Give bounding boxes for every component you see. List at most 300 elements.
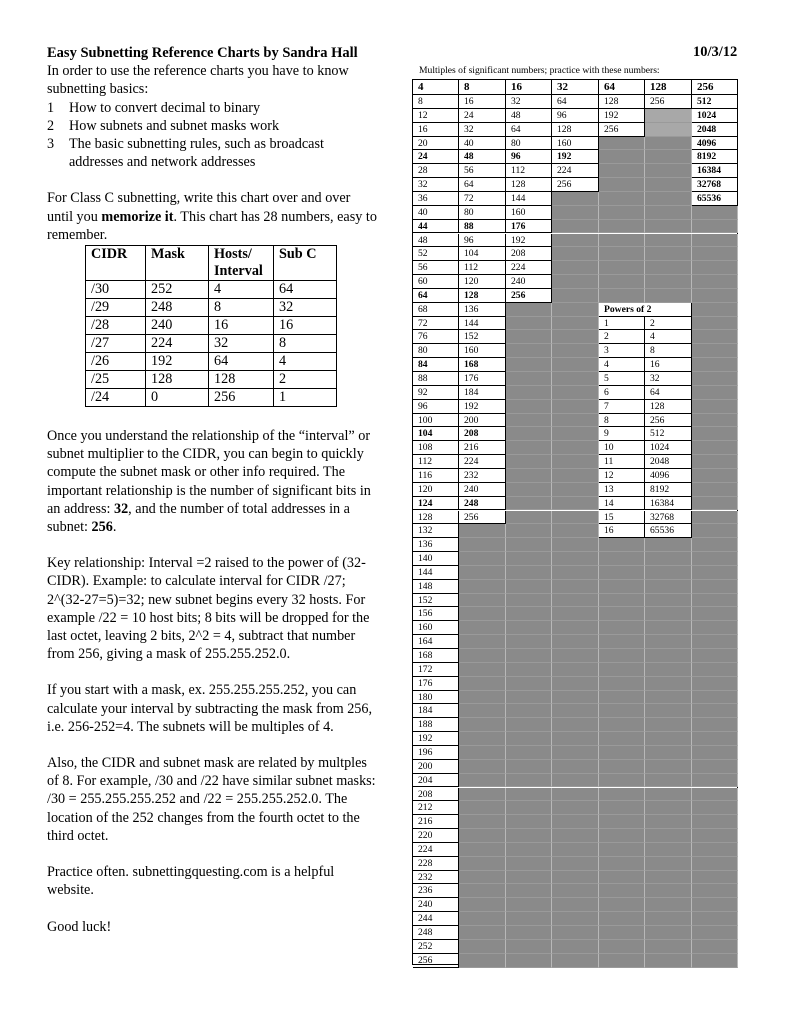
date-label: 10/3/12 (693, 44, 738, 60)
chart-empty-cell (459, 718, 506, 732)
chart-empty-cell (599, 801, 645, 815)
chart-cell: 96 (413, 400, 459, 414)
chart-empty-cell (692, 358, 738, 372)
chart-cell: 64 (552, 95, 599, 109)
chart-cell: 208 (506, 247, 552, 261)
chart-cell: 112 (506, 164, 552, 178)
chart-empty-cell (692, 303, 738, 317)
cidr-table-header-cell: Sub C (274, 246, 337, 281)
multiples-chart (412, 79, 738, 965)
chart-empty-cell (552, 455, 599, 469)
cidr-table (85, 245, 337, 407)
cidr-table-cell: 128 (146, 371, 209, 389)
chart-empty-cell (692, 441, 738, 455)
chart-empty-cell (552, 788, 599, 802)
chart-cell: 160 (506, 206, 552, 220)
chart-empty-cell (459, 649, 506, 663)
chart-cell: 228 (413, 857, 459, 871)
chart-cell: 168 (413, 649, 459, 663)
chart-cell: 240 (459, 483, 506, 497)
relationship-paragraph: Once you understand the relationship of the “interval” or subnet multiplier to the CIDR, you can begin to quickly compute the subnet mask or other info required. The important relationship is the number of significant bits in an address: 32, and the number of total addresses in a subnet: 256. (47, 428, 371, 536)
chart-empty-cell (552, 718, 599, 732)
chart-empty-cell (552, 497, 599, 511)
chart-empty-cell (645, 746, 692, 760)
chart-empty-cell (599, 178, 645, 192)
chart-empty-cell (645, 109, 692, 123)
chart-empty-cell (552, 386, 599, 400)
chart-empty-cell (692, 704, 738, 718)
chart-cell: 8192 (692, 150, 738, 164)
list-number: 1 (47, 99, 55, 116)
chart-empty-cell (506, 912, 552, 926)
chart-header-cell: 128 (645, 80, 692, 95)
chart-empty-cell (459, 954, 506, 968)
chart-empty-cell (552, 358, 599, 372)
chart-empty-cell (645, 206, 692, 220)
chart-cell: 176 (413, 677, 459, 691)
cidr-table-cell: /30 (86, 281, 146, 299)
chart-empty-cell (599, 940, 645, 954)
chart-empty-cell (645, 857, 692, 871)
chart-empty-cell (692, 289, 738, 303)
cidr-table-cell: 192 (146, 353, 209, 371)
chart-empty-cell (506, 469, 552, 483)
chart-empty-cell (552, 940, 599, 954)
chart-cell: 88 (459, 220, 506, 234)
powers-of-2-cell: 128 (645, 400, 692, 414)
chart-empty-cell (459, 566, 506, 580)
chart-cell: 48 (413, 234, 459, 248)
powers-of-2-cell: 8 (599, 414, 645, 428)
chart-empty-cell (599, 247, 645, 261)
chart-empty-cell (599, 261, 645, 275)
powers-of-2-cell: 2 (599, 330, 645, 344)
chart-empty-cell (692, 691, 738, 705)
chart-cell: 40 (459, 137, 506, 151)
chart-cell: 256 (552, 178, 599, 192)
chart-empty-cell (692, 801, 738, 815)
chart-empty-cell (552, 884, 599, 898)
chart-empty-cell (552, 857, 599, 871)
chart-empty-cell (552, 469, 599, 483)
chart-empty-cell (645, 594, 692, 608)
chart-empty-cell (692, 455, 738, 469)
powers-of-2-cell: 1 (599, 317, 645, 331)
basics-list-item (47, 117, 377, 135)
list-text: The basic subnetting rules, such as broadcast addresses and network addresses (69, 136, 324, 171)
chart-empty-cell (692, 607, 738, 621)
chart-empty-cell (506, 330, 552, 344)
chart-empty-cell (459, 815, 506, 829)
chart-empty-cell (599, 926, 645, 940)
chart-empty-cell (692, 912, 738, 926)
chart-cell: 248 (413, 926, 459, 940)
cidr-table-header-cell: CIDR (86, 246, 146, 281)
chart-cell: 160 (459, 344, 506, 358)
chart-empty-cell (599, 718, 645, 732)
cidr-table-cell: /24 (86, 389, 146, 407)
basics-list (47, 99, 377, 172)
chart-subtitle: Multiples of significant numbers; practice with these numbers: (419, 65, 660, 76)
chart-empty-cell (506, 691, 552, 705)
chart-cell: 16 (459, 95, 506, 109)
chart-cell: 56 (413, 261, 459, 275)
chart-cell: 172 (413, 663, 459, 677)
chart-empty-cell (506, 898, 552, 912)
cidr-table-cell: 16 (274, 317, 337, 335)
powers-of-2-cell: 4 (599, 358, 645, 372)
chart-cell: 196 (413, 746, 459, 760)
chart-empty-cell (645, 552, 692, 566)
chart-empty-cell (552, 234, 599, 248)
chart-empty-cell (552, 843, 599, 857)
chart-cell: 72 (459, 192, 506, 206)
chart-cell: 184 (413, 704, 459, 718)
chart-empty-cell (459, 926, 506, 940)
chart-empty-cell (506, 815, 552, 829)
chart-empty-cell (599, 884, 645, 898)
cidr-table-cell: 252 (146, 281, 209, 299)
chart-empty-cell (692, 580, 738, 594)
chart-empty-cell (506, 414, 552, 428)
list-text: How subnets and subnet masks work (69, 117, 280, 134)
chart-empty-cell (692, 760, 738, 774)
cidr-table-row (86, 353, 337, 371)
cidr-table-cell: 8 (209, 299, 274, 317)
chart-cell: 16384 (692, 164, 738, 178)
chart-empty-cell (552, 732, 599, 746)
chart-empty-cell (506, 552, 552, 566)
chart-empty-cell (599, 704, 645, 718)
chart-cell: 136 (413, 538, 459, 552)
chart-empty-cell (692, 206, 738, 220)
chart-cell: 160 (413, 621, 459, 635)
chart-cell: 80 (413, 344, 459, 358)
chart-header-cell: 8 (459, 80, 506, 95)
chart-cell: 164 (413, 635, 459, 649)
chart-cell: 56 (459, 164, 506, 178)
chart-empty-cell (506, 511, 552, 525)
chart-empty-cell (692, 871, 738, 885)
chart-empty-cell (506, 760, 552, 774)
chart-empty-cell (506, 940, 552, 954)
chart-empty-cell (506, 566, 552, 580)
chart-empty-cell (506, 497, 552, 511)
chart-empty-cell (459, 912, 506, 926)
chart-empty-cell (692, 566, 738, 580)
chart-empty-cell (645, 275, 692, 289)
chart-empty-cell (552, 566, 599, 580)
powers-of-2-cell: 11 (599, 455, 645, 469)
cidr-table-cell: 1 (274, 389, 337, 407)
cidr-table-row (86, 335, 337, 353)
chart-empty-cell (692, 940, 738, 954)
chart-empty-cell (506, 427, 552, 441)
chart-cell: 244 (413, 912, 459, 926)
list-number: 2 (47, 117, 55, 134)
chart-cell: 76 (413, 330, 459, 344)
chart-empty-cell (459, 663, 506, 677)
chart-cell: 104 (413, 427, 459, 441)
chart-cell: 256 (506, 289, 552, 303)
chart-empty-cell (552, 330, 599, 344)
chart-empty-cell (692, 649, 738, 663)
cidr-table-cell: 16 (209, 317, 274, 335)
chart-empty-cell (645, 220, 692, 234)
chart-cell: 248 (459, 497, 506, 511)
cidr-table-row (86, 317, 337, 335)
chart-empty-cell (552, 317, 599, 331)
chart-cell: 256 (413, 954, 459, 968)
chart-cell: 80 (459, 206, 506, 220)
chart-empty-cell (645, 234, 692, 248)
chart-cell: 144 (413, 566, 459, 580)
chart-empty-cell (692, 884, 738, 898)
chart-cell: 20 (413, 137, 459, 151)
chart-empty-cell (692, 220, 738, 234)
powers-of-2-cell: 14 (599, 497, 645, 511)
chart-empty-cell (552, 663, 599, 677)
chart-cell: 168 (459, 358, 506, 372)
chart-cell: 4096 (692, 137, 738, 151)
chart-empty-cell (692, 594, 738, 608)
chart-empty-cell (645, 954, 692, 968)
chart-cell: 188 (413, 718, 459, 732)
chart-empty-cell (645, 843, 692, 857)
powers-of-2-cell: 256 (645, 414, 692, 428)
chart-empty-cell (692, 511, 738, 525)
chart-empty-cell (645, 635, 692, 649)
chart-cell: 100 (413, 414, 459, 428)
chart-empty-cell (506, 635, 552, 649)
chart-cell: 1024 (692, 109, 738, 123)
chart-empty-cell (552, 954, 599, 968)
chart-empty-cell (692, 330, 738, 344)
chart-cell: 124 (413, 497, 459, 511)
chart-empty-cell (506, 857, 552, 871)
chart-empty-cell (552, 774, 599, 788)
chart-cell: 28 (413, 164, 459, 178)
chart-empty-cell (599, 192, 645, 206)
chart-cell: 128 (506, 178, 552, 192)
chart-empty-cell (645, 940, 692, 954)
chart-empty-cell (645, 247, 692, 261)
cidr-table-cell: /29 (86, 299, 146, 317)
chart-empty-cell (552, 538, 599, 552)
chart-cell: 96 (506, 150, 552, 164)
chart-cell: 88 (413, 372, 459, 386)
chart-empty-cell (645, 164, 692, 178)
chart-empty-cell (599, 829, 645, 843)
cidr-table-cell: /28 (86, 317, 146, 335)
chart-cell: 148 (413, 580, 459, 594)
chart-empty-cell (692, 247, 738, 261)
chart-cell: 80 (506, 137, 552, 151)
chart-header-cell: 32 (552, 80, 599, 95)
cidr-table-cell: 224 (146, 335, 209, 353)
chart-empty-cell (692, 317, 738, 331)
chart-empty-cell (552, 192, 599, 206)
chart-empty-cell (552, 635, 599, 649)
chart-empty-cell (599, 538, 645, 552)
chart-empty-cell (506, 843, 552, 857)
chart-empty-cell (506, 884, 552, 898)
chart-cell: 132 (413, 524, 459, 538)
chart-empty-cell (506, 358, 552, 372)
cidr-table-cell: 32 (209, 335, 274, 353)
chart-cell: 128 (599, 95, 645, 109)
chart-empty-cell (692, 663, 738, 677)
chart-empty-cell (599, 594, 645, 608)
chart-cell: 32 (459, 123, 506, 137)
chart-empty-cell (506, 954, 552, 968)
cidr-table-cell: 256 (209, 389, 274, 407)
chart-cell: 108 (413, 441, 459, 455)
chart-empty-cell (552, 483, 599, 497)
chart-cell: 232 (413, 871, 459, 885)
chart-cell: 192 (552, 150, 599, 164)
chart-empty-cell (692, 621, 738, 635)
chart-empty-cell (506, 926, 552, 940)
chart-cell: 52 (413, 247, 459, 261)
chart-empty-cell (692, 829, 738, 843)
chart-empty-cell (599, 649, 645, 663)
chart-empty-cell (459, 580, 506, 594)
cidr-table-cell: 0 (146, 389, 209, 407)
chart-header-cell: 4 (413, 80, 459, 95)
powers-of-2-cell: 2 (645, 317, 692, 331)
list-text: How to convert decimal to binary (69, 99, 261, 116)
chart-empty-cell (506, 663, 552, 677)
chart-empty-cell (692, 372, 738, 386)
cidr-table-row (86, 389, 337, 407)
cidr-table-cell: 248 (146, 299, 209, 317)
chart-cell: 65536 (692, 192, 738, 206)
chart-empty-cell (599, 857, 645, 871)
chart-cell: 60 (413, 275, 459, 289)
chart-cell: 152 (459, 330, 506, 344)
chart-empty-cell (552, 691, 599, 705)
chart-empty-cell (506, 303, 552, 317)
chart-cell: 48 (459, 150, 506, 164)
chart-cell: 24 (459, 109, 506, 123)
chart-empty-cell (692, 732, 738, 746)
chart-empty-cell (552, 829, 599, 843)
chart-empty-cell (692, 538, 738, 552)
chart-cell: 92 (413, 386, 459, 400)
chart-empty-cell (459, 857, 506, 871)
chart-empty-cell (459, 746, 506, 760)
chart-empty-cell (552, 621, 599, 635)
powers-of-2-cell: 16 (599, 524, 645, 538)
chart-empty-cell (692, 524, 738, 538)
chart-empty-cell (599, 621, 645, 635)
chart-empty-cell (552, 303, 599, 317)
chart-cell: 32768 (692, 178, 738, 192)
cidr-table-header (86, 246, 337, 281)
chart-empty-cell (506, 594, 552, 608)
chart-empty-cell (459, 801, 506, 815)
chart-empty-cell (599, 220, 645, 234)
chart-empty-cell (506, 732, 552, 746)
powers-of-2-cell: 2048 (645, 455, 692, 469)
chart-cell: 200 (413, 760, 459, 774)
chart-empty-cell (459, 774, 506, 788)
chart-empty-cell (599, 746, 645, 760)
chart-empty-cell (459, 704, 506, 718)
chart-empty-cell (645, 871, 692, 885)
chart-empty-cell (645, 123, 692, 137)
chart-empty-cell (506, 677, 552, 691)
chart-cell: 112 (459, 261, 506, 275)
chart-empty-cell (599, 677, 645, 691)
cidr-table-cell: 8 (274, 335, 337, 353)
chart-empty-cell (552, 912, 599, 926)
instructions-column (47, 44, 377, 936)
chart-empty-cell (459, 829, 506, 843)
chart-empty-cell (552, 289, 599, 303)
chart-cell: 48 (506, 109, 552, 123)
chart-empty-cell (645, 884, 692, 898)
chart-cell: 120 (413, 483, 459, 497)
chart-cell: 236 (413, 884, 459, 898)
chart-empty-cell (599, 691, 645, 705)
chart-empty-cell (645, 774, 692, 788)
chart-empty-cell (459, 732, 506, 746)
cidr-table-cell: 240 (146, 317, 209, 335)
powers-of-2-cell: 9 (599, 427, 645, 441)
cidr-table-cell: 64 (274, 281, 337, 299)
chart-empty-cell (506, 746, 552, 760)
chart-cell: 116 (413, 469, 459, 483)
chart-empty-cell (506, 400, 552, 414)
chart-empty-cell (459, 843, 506, 857)
chart-cell: 176 (459, 372, 506, 386)
chart-empty-cell (645, 691, 692, 705)
chart-cell: 240 (413, 898, 459, 912)
chart-empty-cell (506, 801, 552, 815)
chart-cell: 32 (506, 95, 552, 109)
chart-cell: 232 (459, 469, 506, 483)
chart-empty-cell (552, 746, 599, 760)
powers-of-2-cell: 8192 (645, 483, 692, 497)
chart-empty-cell (459, 594, 506, 608)
list-number: 3 (47, 136, 55, 153)
chart-empty-cell (459, 635, 506, 649)
chart-empty-cell (459, 940, 506, 954)
mask-paragraph: If you start with a mask, ex. 255.255.255.252, you can calculate your interval by subtracting the mask from 256, i.e. 256-252=4. The subnets will be multiples of 4. (47, 682, 373, 735)
chart-empty-cell (692, 788, 738, 802)
chart-empty-cell (645, 192, 692, 206)
chart-cell: 64 (413, 289, 459, 303)
chart-empty-cell (552, 275, 599, 289)
chart-empty-cell (552, 801, 599, 815)
chart-empty-cell (552, 815, 599, 829)
chart-cell: 200 (459, 414, 506, 428)
chart-empty-cell (645, 289, 692, 303)
chart-empty-cell (692, 677, 738, 691)
chart-cell: 112 (413, 455, 459, 469)
chart-empty-cell (459, 691, 506, 705)
chart-empty-cell (645, 801, 692, 815)
chart-empty-cell (599, 566, 645, 580)
chart-empty-cell (599, 150, 645, 164)
chart-empty-cell (506, 649, 552, 663)
chart-empty-cell (459, 538, 506, 552)
chart-empty-cell (599, 206, 645, 220)
chart-empty-cell (599, 635, 645, 649)
powers-of-2-cell: 13 (599, 483, 645, 497)
